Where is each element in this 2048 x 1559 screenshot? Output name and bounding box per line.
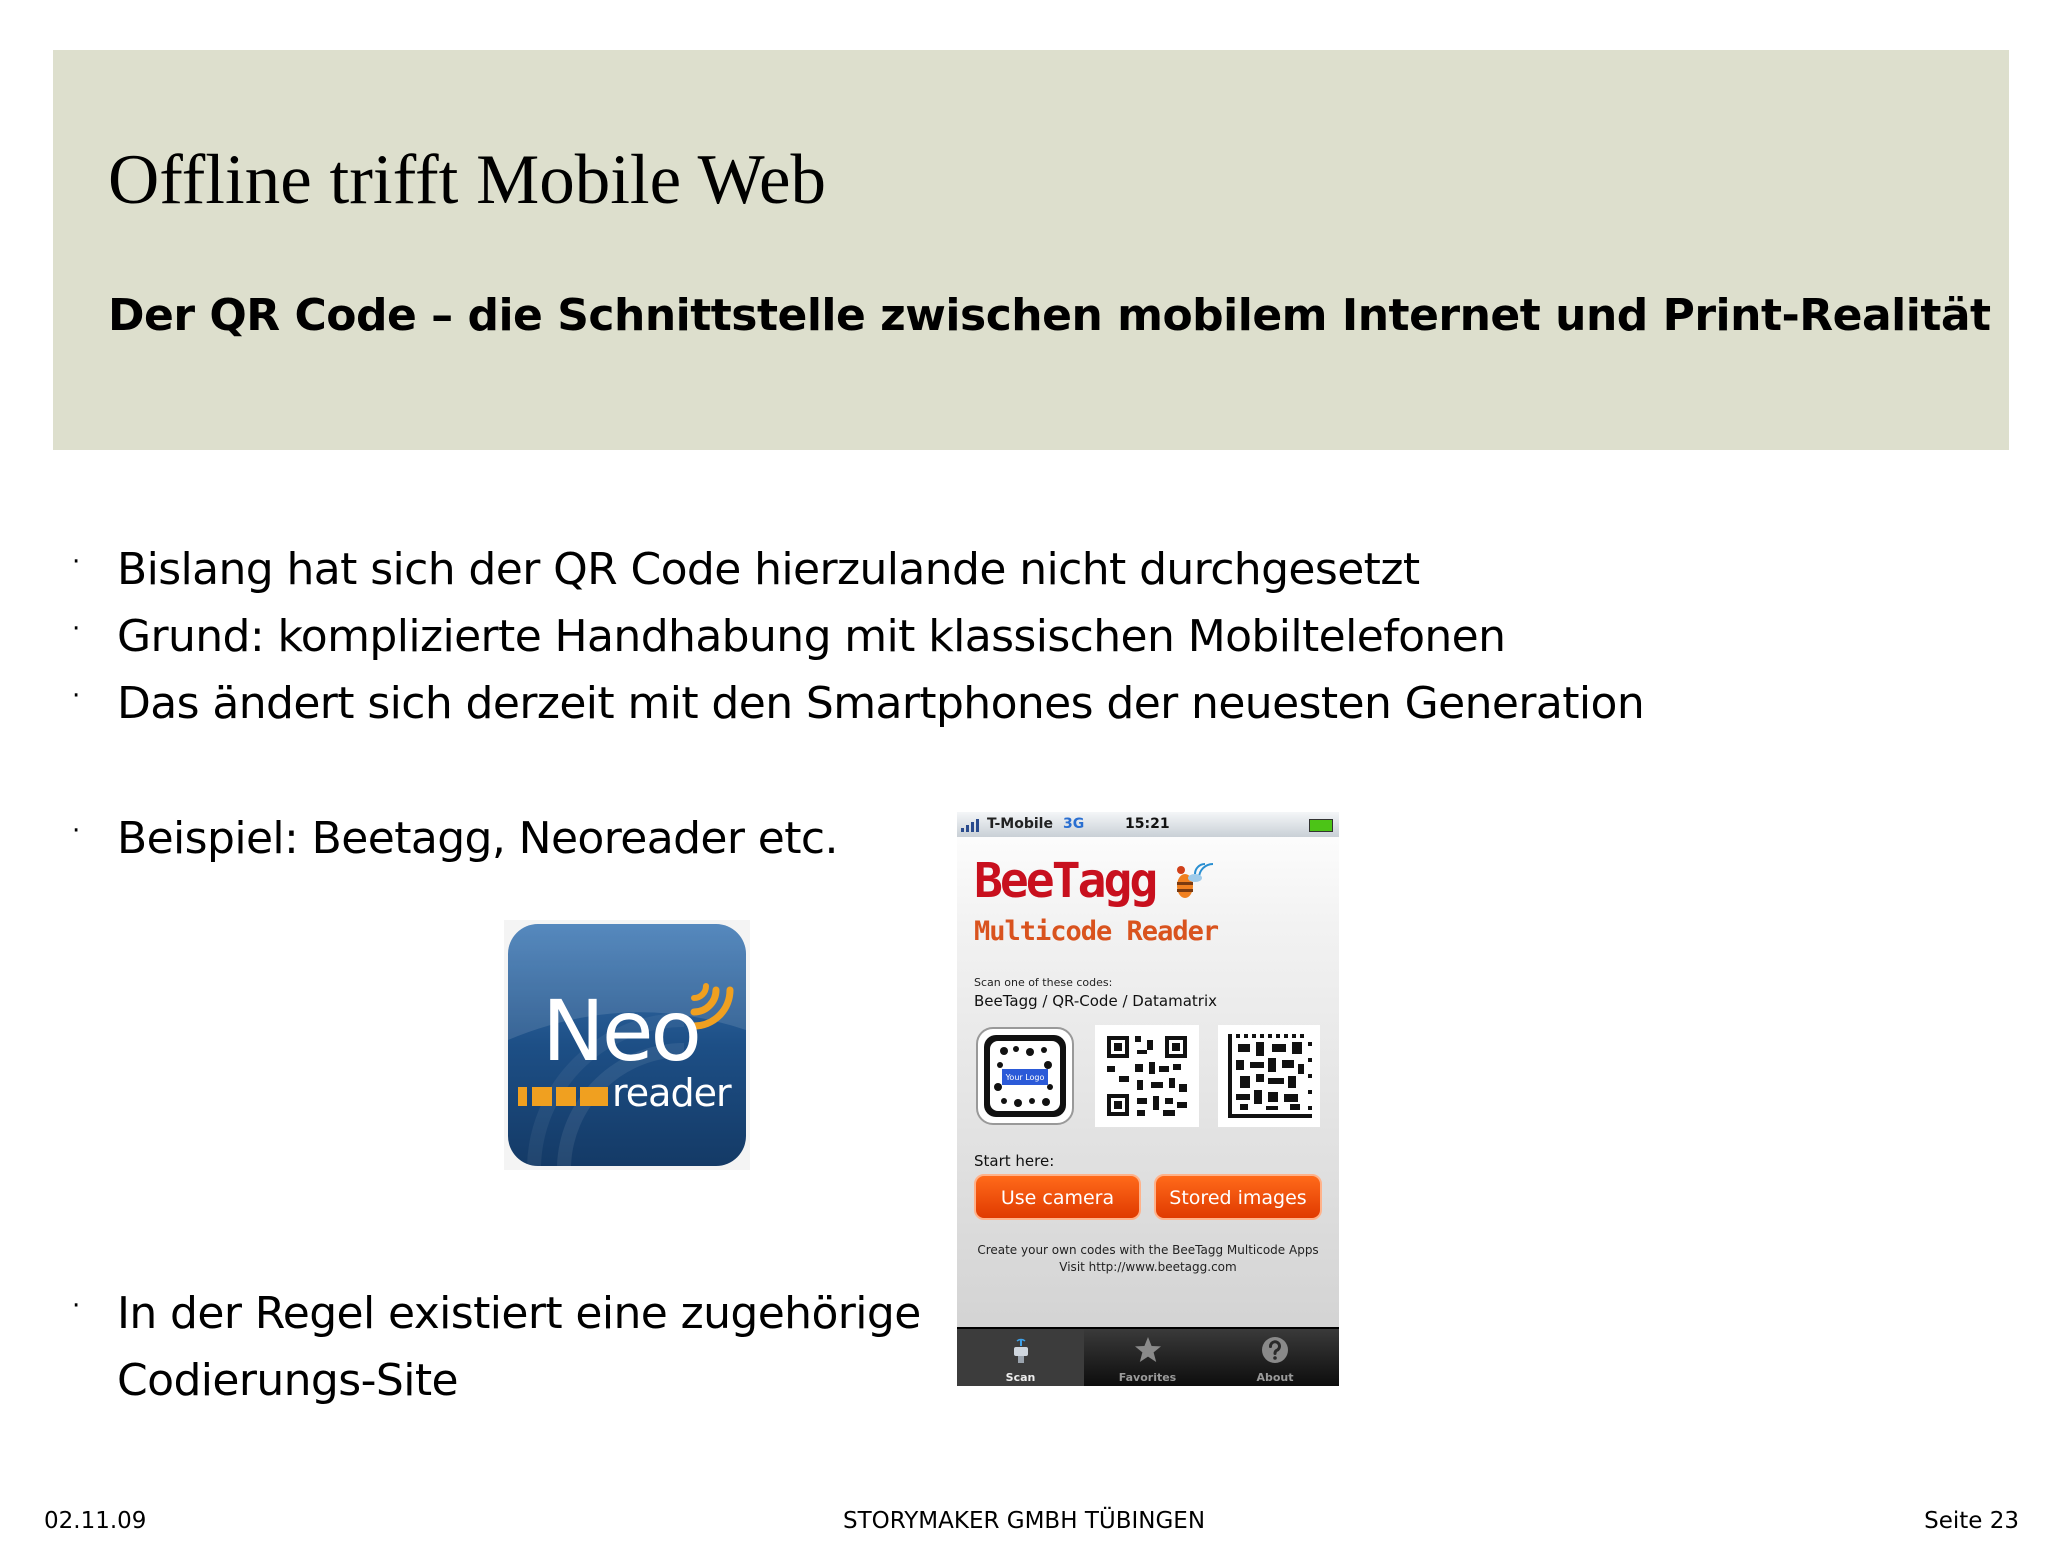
signal-icon [961,818,983,832]
tab-scan-label: Scan [1005,1371,1036,1384]
tab-about-label: About [1256,1371,1294,1384]
datamatrix-code-sample[interactable] [1218,1025,1320,1127]
qr-code-sample[interactable] [1095,1025,1199,1127]
beetagg-code-sample[interactable] [974,1025,1076,1127]
slide-title: Offline trifft Mobile Web [108,141,826,219]
title-banner [53,50,2009,450]
bee-icon [1167,856,1217,910]
stored-images-button[interactable]: Stored images [1154,1174,1322,1220]
phone-footer-text [957,1242,1339,1276]
bullet-text: Grund: komplizierte Handhabung mit klassischen Mobiltelefonen [117,611,1506,662]
neoreader-logo [504,920,750,1170]
scan-icon [1006,1335,1036,1365]
neo-wordmark: Neo [542,982,699,1080]
your-logo-badge: Your Logo [1005,1073,1045,1082]
code-types-label: BeeTagg / QR-Code / Datamatrix [974,992,1217,1010]
clock-label: 15:21 [1125,816,1170,832]
bullet-text: Codierungs-Site [117,1355,458,1406]
footer-date: 02.11.09 [44,1508,147,1534]
phone-status-bar [957,812,1339,837]
footer-company: STORYMAKER GMBH TÜBINGEN [842,1508,1206,1534]
bullet-marker: · [72,681,80,711]
bullet-text: Bislang hat sich der QR Code hierzulande nicht durchgesetzt [117,544,1420,595]
bullet-text: Beispiel: Beetagg, Neoreader etc. [117,813,838,864]
tab-favorites-label: Favorites [1118,1371,1177,1384]
use-camera-button[interactable]: Use camera [974,1174,1141,1220]
footer-page-number: Seite 23 [1924,1508,2019,1534]
bullet-marker: · [72,1291,80,1321]
bullet-text: Das ändert sich derzeit mit den Smartphones der neuesten Generation [117,678,1645,729]
help-icon [1260,1335,1290,1365]
reader-wordmark: reader [612,1071,731,1115]
bullet-marker: · [72,816,80,846]
tab-favorites[interactable] [1084,1329,1211,1386]
phone-footer-line1: Create your own codes with the BeeTagg Multicode Apps [977,1243,1319,1257]
beetagg-app-screenshot [957,812,1339,1386]
phone-footer-line2: Visit http://www.beetagg.com [1059,1260,1237,1274]
network-label: 3G [1063,816,1085,832]
tab-about[interactable] [1211,1329,1339,1386]
scan-instruction: Scan one of these codes: [974,976,1113,989]
slide-subtitle: Der QR Code – die Schnittstelle zwischen mobilem Internet und Print-Realität [108,290,1991,341]
star-icon [1133,1335,1163,1365]
beetagg-logo-text: BeeTagg [974,853,1156,909]
bullet-marker: · [72,614,80,644]
battery-icon [1309,819,1333,832]
phone-tab-bar [957,1327,1339,1386]
bullet-text: In der Regel existiert eine zugehörige [117,1288,921,1339]
neoreader-logo-graphic [504,920,750,1170]
start-here-label: Start here: [974,1152,1055,1170]
beetagg-subtitle: Multicode Reader [974,916,1219,947]
carrier-label: T-Mobile [987,816,1053,832]
bullet-marker: · [72,547,80,577]
tab-scan[interactable] [957,1329,1084,1386]
